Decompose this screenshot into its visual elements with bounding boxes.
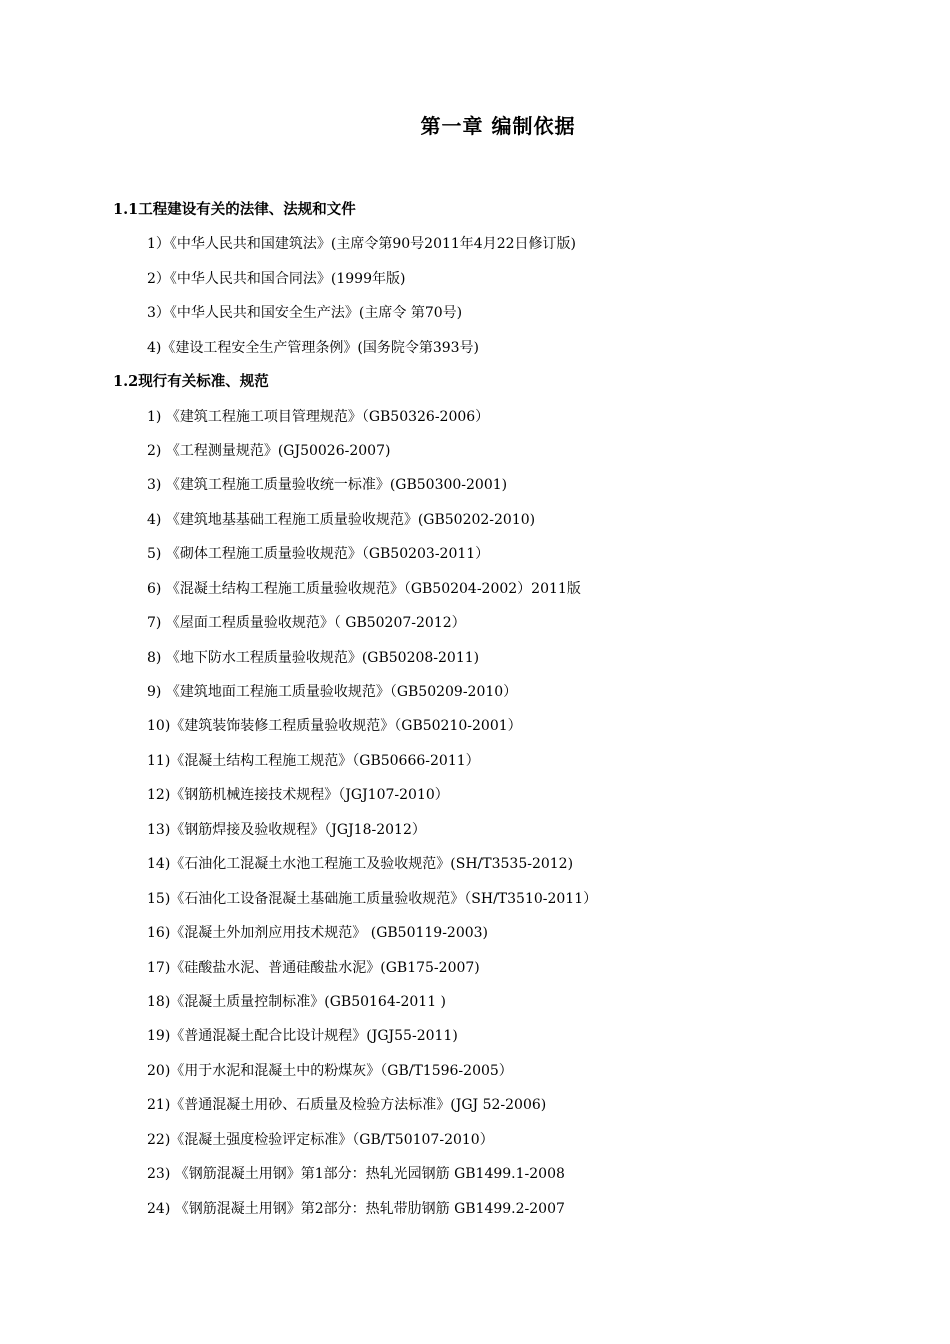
list-item: 6) 《混凝土结构工程施工质量验收规范》（GB50204-2002）2011版 (147, 580, 581, 597)
list-item: 13)《钢筋焊接及验收规程》（JGJ18-2012） (147, 821, 426, 838)
list-item: 16)《混凝土外加剂应用技术规范》 (GB50119-2003) (147, 925, 489, 942)
document-body (113, 196, 893, 1229)
list-item: 17)《硅酸盐水泥、普通硅酸盐水泥》(GB175-2007) (147, 959, 480, 976)
list-item: 3) 《建筑工程施工质量验收统一标准》(GB50300-2001) (147, 477, 508, 494)
list-item: 20)《用于水泥和混凝土中的粉煤灰》（GB/T1596-2005） (147, 1062, 513, 1079)
list-item: 8) 《地下防水工程质量验收规范》(GB50208-2011) (147, 649, 480, 666)
list-item: 15)《石油化工设备混凝土基础施工质量验收规范》（SH/T3510-2011） (147, 890, 598, 907)
list-item: 21)《普通混凝土用砂、石质量及检验方法标准》(JGJ 52-2006) (147, 1097, 547, 1114)
list-item: 23) 《钢筋混凝土用钢》第1部分：热轧光园钢筋 GB1499.1-2008 (147, 1166, 565, 1183)
list-item: 18)《混凝土质量控制标准》(GB50164-2011 ) (147, 993, 447, 1010)
list-item: 1) 《建筑工程施工项目管理规范》（GB50326-2006） (147, 408, 490, 425)
list-item: 1）《中华人民共和国建筑法》(主席令第90号2011年4月22日修订版) (147, 236, 576, 253)
list-item: 4)《建设工程安全生产管理条例》(国务院令第393号) (147, 339, 480, 356)
list-item: 22)《混凝土强度检验评定标准》（GB/T50107-2010） (147, 1131, 494, 1148)
list-item: 2）《中华人民共和国合同法》(1999年版) (147, 270, 406, 287)
list-item: 14)《石油化工混凝土水池工程施工及验收规范》(SH/T3535-2012) (147, 856, 574, 873)
list-item: 5) 《砌体工程施工质量验收规范》（GB50203-2011） (147, 546, 490, 563)
list-item: 2) 《工程测量规范》(GJ50026-2007) (147, 442, 391, 459)
list-item: 9) 《建筑地面工程施工质量验收规范》（GB50209-2010） (147, 684, 518, 701)
list-item: 11)《混凝土结构工程施工规范》（GB50666-2011） (147, 752, 480, 769)
list-item: 24) 《钢筋混凝土用钢》第2部分：热轧带肋钢筋 GB1499.2-2007 (147, 1200, 565, 1217)
list-item: 19)《普通混凝土配合比设计规程》(JGJ55-2011) (147, 1028, 458, 1045)
section-title-laws: 1.1工程建设有关的法律、法规和文件 (113, 201, 356, 218)
list-item: 10)《建筑装饰装修工程质量验收规范》（GB50210-2001） (147, 718, 522, 735)
section-title-standards: 1.2现行有关标准、规范 (113, 373, 269, 391)
chapter-title: 第一章 编制依据 (420, 114, 576, 138)
list-item: 4) 《建筑地基基础工程施工质量验收规范》(GB50202-2010) (147, 511, 536, 528)
list-item: 7) 《屋面工程质量验收规范》（ GB50207-2012） (147, 615, 466, 632)
list-item: 3）《中华人民共和国安全生产法》(主席令 第70号) (147, 305, 463, 322)
list-item: 12)《钢筋机械连接技术规程》（JGJ107-2010） (147, 787, 449, 804)
